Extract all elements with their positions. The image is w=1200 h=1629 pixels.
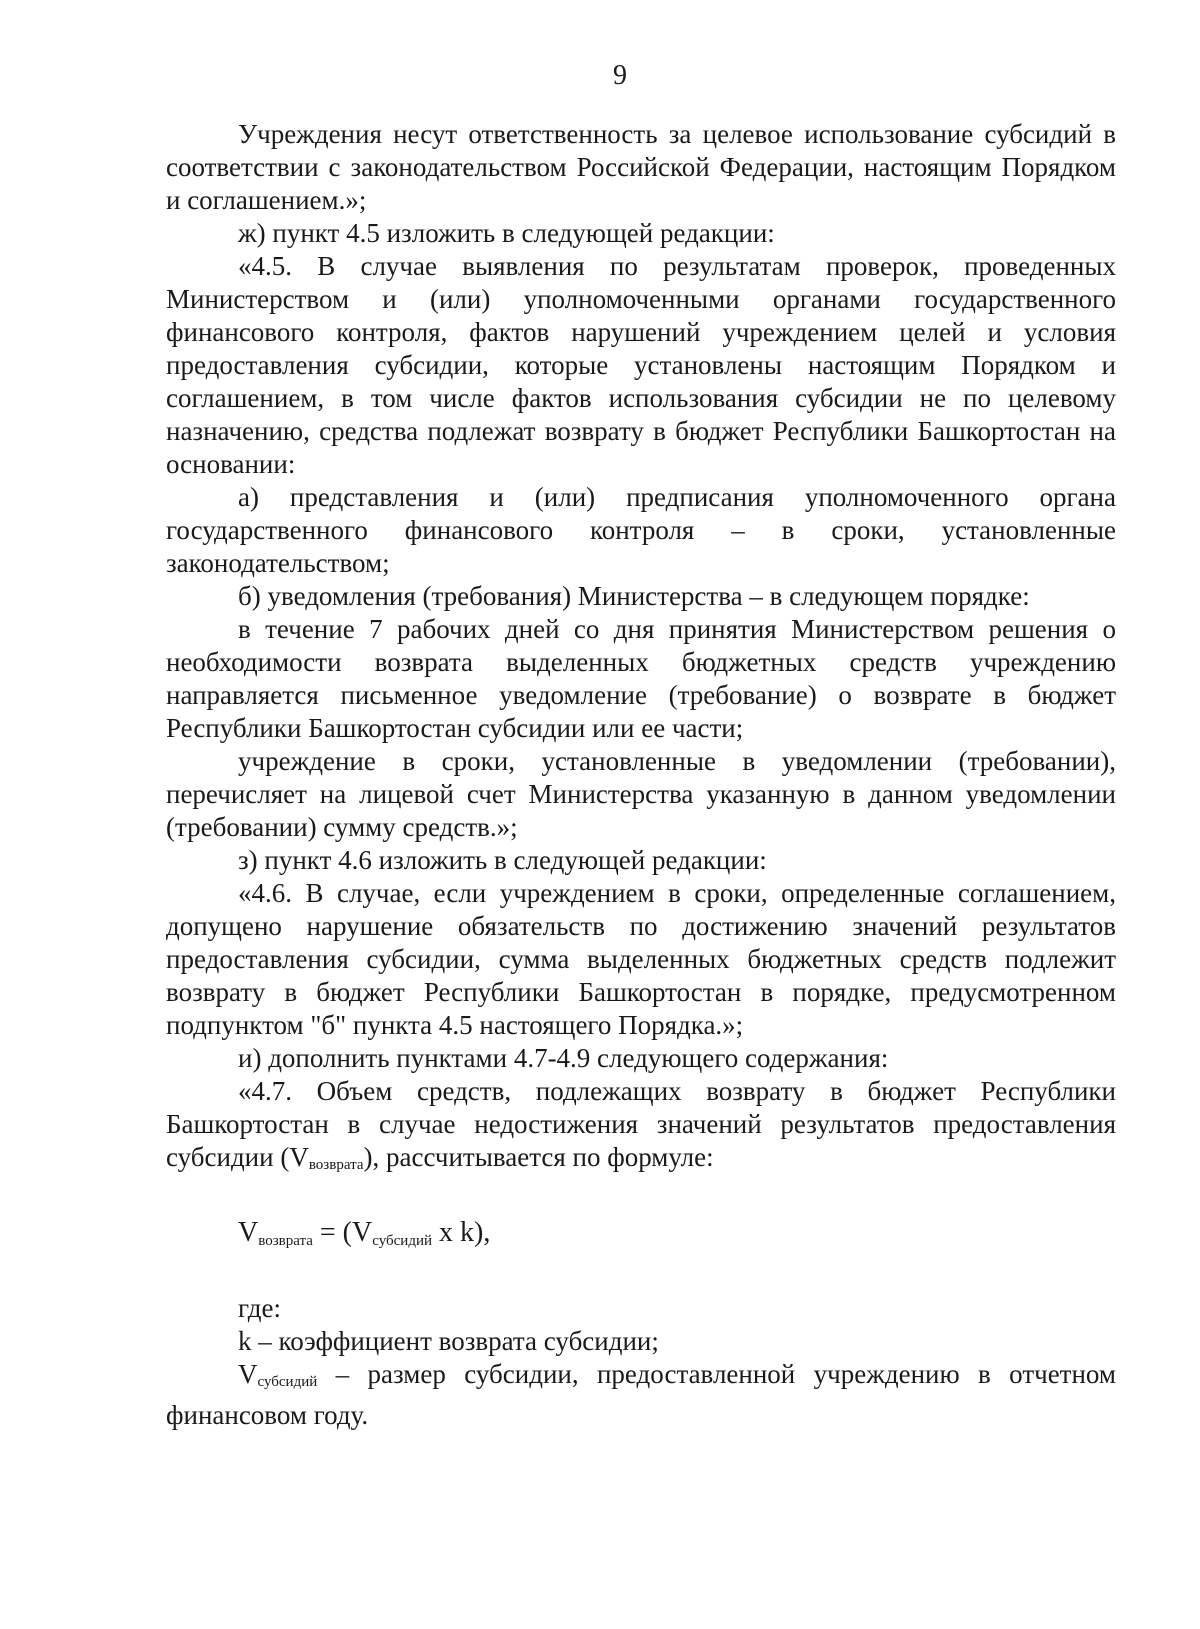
clause-4-7-text: «4.7. Объем средств, подлежащих возврату в бюджет Республики Башкортостан в случае недостижения значений результатов предоставления субсидии (V: [166, 1076, 1116, 1172]
paragraph-item-z: з) пункт 4.6 изложить в следующей редакции:: [238, 845, 767, 875]
formula-lhs-var: V: [238, 1217, 259, 1248]
definition-v-sub: субсидий: [257, 1374, 318, 1390]
paragraph-subitem-a: а) представления и (или) предписания уполномоченного органа государственного финансового контроля – в сроки, установленные законодательством;: [166, 482, 1116, 578]
definition-v-text: – размер субсидии, предоставленной учреждению в отчетном финансовом году.: [166, 1359, 1116, 1430]
formula-lhs-sub: возврата: [258, 1233, 313, 1249]
paragraph-subitem-b: б) уведомления (требования) Министерства – в следующем порядке:: [238, 581, 1030, 611]
paragraph-transfer: учреждение в сроки, установленные в уведомлении (требовании), перечисляет на лицевой счет Министерства указанную в данном уведомлении (требовании) сумму средств.»;: [166, 746, 1116, 842]
definition-v-var: V: [238, 1359, 258, 1389]
formula: [166, 1216, 1116, 1258]
definition-v: [166, 1358, 1116, 1432]
paragraph-item-zh: ж) пункт 4.5 изложить в следующей редакции:: [238, 218, 775, 248]
paragraph-clause-4-6: «4.6. В случае, если учреждением в сроки, определенные соглашением, допущено нарушение обязательств по достижению значений результатов предоставления субсидии, сумма выделенных бюджетных средств подлежит возврату в бюджет Республики Башкортостан в порядке, предусмотренном подпунктом "б" пункта 4.5 настоящего Порядка.»;: [166, 878, 1116, 1040]
paragraph-clause-4-7: [166, 1075, 1116, 1182]
document-body: [166, 118, 1116, 1432]
paragraph-item-i: и) дополнить пунктами 4.7-4.9 следующего содержания:: [238, 1043, 889, 1073]
definition-k: k – коэффициент возврата субсидии;: [238, 1326, 659, 1356]
formula-eq: = (V: [312, 1217, 373, 1248]
formula-rhs-sub: субсидий: [372, 1233, 432, 1249]
where-label: где:: [238, 1293, 281, 1323]
clause-4-7-tail: ), рассчитывается по формуле:: [363, 1142, 714, 1172]
formula-rhs-tail: x k),: [432, 1217, 491, 1248]
paragraph-clause-4-5: «4.5. В случае выявления по результатам проверок, проведенных Министерством и (или) уполномоченными органами государственного финансового контроля, фактов нарушений учреждением целей и условия предоставления субсидии, которые установлены настоящим Порядком и соглашением, в том числе фактов использования субсидии не по целевому назначению, средства подлежат возврату в бюджет Республики Башкортостан на основании:: [166, 251, 1116, 479]
paragraph-seven-days: в течение 7 рабочих дней со дня принятия Министерством решения о необходимости возврата выделенных бюджетных средств учреждению направляется письменное уведомление (требование) о возврате в бюджет Республики Башкортостан субсидии или ее части;: [166, 614, 1116, 743]
paragraph-responsibility: Учреждения несут ответственность за целевое использование субсидий в соответствии с законодательством Российской Федерации, настоящим Порядком и соглашением.»;: [166, 119, 1116, 215]
page-number: 9: [613, 60, 627, 91]
clause-4-7-subscript: возврата: [308, 1157, 364, 1173]
